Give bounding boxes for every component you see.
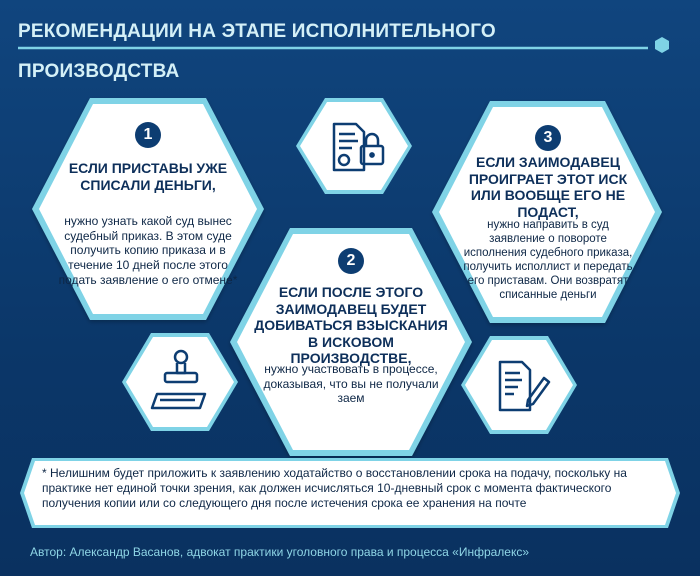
footnote-text: * Нелишним будет приложить к заявлению ходатайство о восстановлении срока на подачу, поскольку на практике нет единой точки зрения, как должен исчисляться 10-дневный срок с момента фактического получения копии или со следующего дня после истечения срока ее хранения на почте	[42, 466, 627, 510]
card-3-text: нужно направить в суд заявление о повороте исполнения судебного приказа, получить исполлист и передать его приставам. Они возвратят списанные деньги	[463, 219, 633, 302]
step-3-badge: 3	[535, 125, 561, 151]
card-1-text: нужно узнать какой суд вынес судебный приказ. В этом суде получить копию приказа и в течение 10 дней после этого подать заявление о его отмене*	[58, 214, 238, 287]
step-1-badge: 1	[135, 122, 161, 148]
page-title: РЕКОМЕНДАЦИИ НА ЭТАПЕ ИСПОЛНИТЕЛЬНОГО ПРОИЗВОДСТВА	[18, 21, 496, 82]
card-2-text: нужно участвовать в процессе, доказывая, что вы не получали заем	[263, 362, 439, 406]
stamp-icon	[122, 333, 238, 431]
card-3-heading: ЕСЛИ ЗАИМОДАВЕЦ ПРОИГРАЕТ ЭТОТ ИСК ИЛИ ВООБЩЕ ЕГО НЕ ПОДАСТ,	[468, 154, 628, 220]
document-lock-icon	[296, 98, 412, 194]
card-2-heading: ЕСЛИ ПОСЛЕ ЭТОГО ЗАИМОДАВЕЦ БУДЕТ ДОБИВАТЬСЯ ВЗЫСКАНИЯ В ИСКОВОМ ПРОИЗВОДСТВЕ,	[254, 284, 448, 367]
document-pen-icon	[461, 336, 577, 434]
step-2-badge: 2	[338, 248, 364, 274]
card-1-heading: ЕСЛИ ПРИСТАВЫ УЖЕ СПИСАЛИ ДЕНЬГИ,	[68, 160, 228, 193]
author-credit: Автор: Александр Васанов, адвокат практики уголовного права и процесса «Инфралекс»	[30, 545, 530, 559]
